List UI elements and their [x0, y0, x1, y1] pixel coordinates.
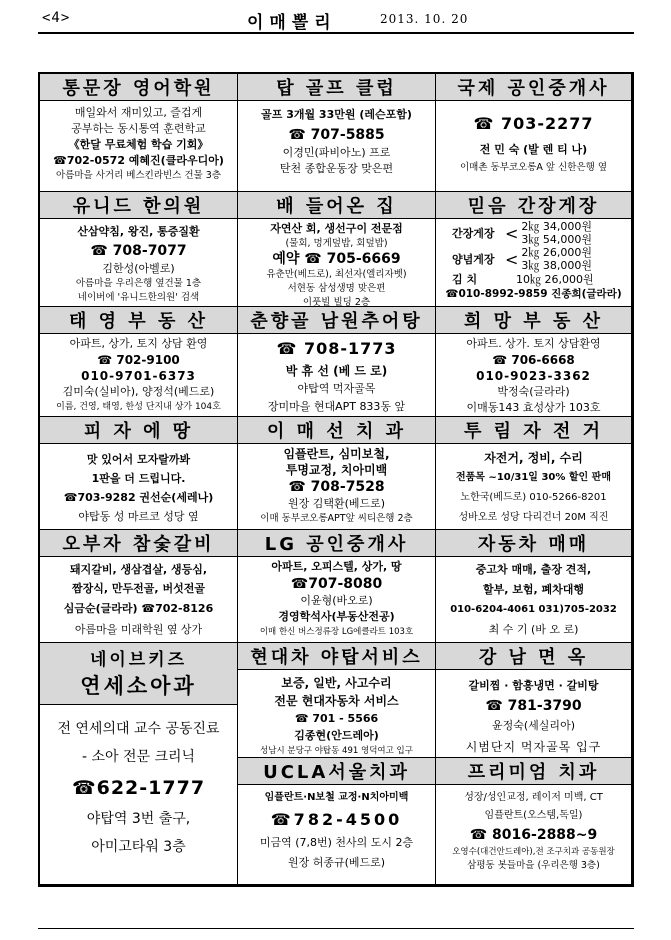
ad-text: 자전거, 정비, 수리	[484, 451, 583, 465]
ad-phone: 예약 ☎ 705-6669	[272, 251, 401, 267]
ad-address: 이름, 건영, 태영, 한성 단지내 상가 104호	[56, 402, 221, 412]
ad-hyundai-service	[238, 643, 436, 758]
ad-text: 자연산 회, 생선구이 전문점	[270, 222, 403, 235]
ad-text: 돼지갈비, 생삼겹살, 생등심,	[69, 563, 208, 576]
bracket-icon: <	[505, 249, 519, 269]
ad-title: 네이브키즈	[89, 649, 188, 670]
ad-address: 네이버에 '유니드한의원' 검색	[77, 292, 200, 303]
ad-text: 공부하는 동시통역 훈련학교	[71, 122, 206, 135]
ad-title: 오부자 참숯갈비	[40, 530, 237, 557]
ad-text: 맛 있어서 모자랄까봐	[86, 453, 191, 466]
price-value: 3㎏ 38,000원	[521, 259, 593, 272]
ad-phone: ☎ 781-3790	[485, 698, 582, 714]
ad-phone: ☎703-9282 권선순(세레나)	[63, 491, 214, 504]
ad-text: 할부, 보험, 폐차대행	[482, 583, 585, 596]
ad-realty-huimang	[436, 307, 632, 417]
ad-title: 프리미엄 치과	[436, 758, 631, 785]
footer-rule	[38, 928, 634, 929]
ad-phone: 010-6204-4061 031)705-2032	[450, 604, 617, 615]
ad-crab-restaurant	[436, 192, 632, 307]
ad-contact: 박 휴 선 (베 드 로)	[285, 364, 388, 378]
ad-phone: ☎ 708-7077	[90, 243, 187, 259]
ad-text: 아파트, 상가, 토지 상담 환영	[69, 337, 208, 350]
ad-contact: 김한성(아벨로)	[102, 262, 175, 275]
ad-text: 전 연세의대 교수 공동진료	[57, 721, 220, 737]
ad-phone: ☎ 701 - 5566	[294, 712, 379, 725]
ad-address: 탄천 종합운동장 맞은편	[279, 162, 394, 175]
ad-text: 임플란트·N보철 교정·N치아미백	[264, 792, 409, 803]
ad-address: 성바오로 성당 다리건너 20M 직진	[458, 512, 609, 523]
ad-phone: 010-9023-3362	[476, 369, 591, 383]
ad-title: 통문장 영어학원	[40, 74, 237, 101]
ad-title: 피 자 에 땅	[40, 417, 237, 444]
ad-address: 이매촌 동부코오롱A 앞 신한은행 옆	[459, 162, 608, 173]
price-item: 김 치	[452, 273, 478, 286]
ad-pediatric-clinic	[40, 643, 238, 885]
ad-used-cars	[436, 530, 632, 643]
bracket-icon: <	[505, 223, 519, 243]
price-value: 3㎏ 54,000원	[521, 233, 593, 246]
ad-address: 야탑동 성 마르코 성당 옆	[78, 510, 199, 523]
ad-title: 연세소아과	[80, 673, 197, 698]
price-row	[438, 220, 629, 246]
ad-text: 아파트, 오피스텔, 상가, 땅	[271, 560, 402, 573]
ad-address: 야탑역 3번 출구,	[86, 811, 191, 827]
ad-text: 매일와서 재미있고, 즐겁게	[74, 106, 203, 119]
ad-address: 아름마을 사거리 베스킨라빈스 건물 3층	[56, 170, 221, 181]
ad-contact: 이경민(파비아노) 프로	[282, 146, 391, 159]
ad-bicycle-shop	[436, 417, 632, 530]
price-value: 10㎏ 26,000원	[516, 273, 594, 286]
ad-title: 춘향골 남원추어탕	[238, 307, 435, 334]
price-row	[438, 272, 629, 287]
ad-text: 산삼약침, 왕진, 통증질환	[77, 225, 200, 238]
ad-address: 아름마을 미래학원 옆 상가	[74, 623, 203, 636]
ad-text: 투명교정, 치아미백	[285, 463, 388, 477]
ad-chueotang-restaurant	[238, 307, 436, 417]
ad-oriental-clinic	[40, 192, 238, 307]
ad-title: 믿음 간장게장	[436, 192, 631, 219]
ad-dental-imaeseon	[238, 417, 436, 530]
ad-dental-premium	[436, 758, 632, 885]
ad-title: 탑 골프 클럽	[238, 74, 435, 101]
ad-title: 투 림 자 전 거	[436, 417, 631, 444]
price-row	[438, 246, 629, 272]
ad-text: 경영학석사(부동산전공)	[278, 610, 395, 623]
ad-contact: 원장 허종규(베드로)	[287, 856, 386, 869]
ad-contact: 원장 김택환(베드로)	[287, 497, 386, 510]
ad-contact: 이윤형(바오로)	[300, 594, 373, 607]
header-rule	[38, 32, 634, 34]
ad-title: UCLA서울치과	[238, 758, 435, 785]
ad-text: 짬장식, 만두전골, 버섯전골	[72, 582, 205, 595]
ad-grid	[38, 72, 634, 887]
page-header	[42, 6, 642, 32]
ad-title: 강 남 면 옥	[436, 643, 631, 670]
ad-text: 전문 현대자동차 서비스	[274, 694, 399, 708]
ad-text: 《한달 무료체험 학습 기회》	[68, 138, 209, 151]
ad-title: 희 망 부 동 산	[436, 307, 631, 334]
ad-phone: ☎ 706-6668	[492, 353, 575, 367]
ad-realty-lg	[238, 530, 436, 643]
ad-title: 현대차 야탑서비스	[238, 643, 435, 670]
ad-title: 태 영 부 동 산	[40, 307, 237, 334]
ad-text: 골프 3개월 33만원 (레슨포함)	[261, 108, 412, 121]
ad-golf-club	[238, 74, 436, 192]
ad-text: 임플란트, 심미보철,	[283, 447, 390, 461]
ad-contact: 최 수 기 (바 오 로)	[488, 623, 579, 636]
ad-text: (물회, 멍게덮밥, 회덮밥)	[285, 238, 388, 249]
price-item: 간장게장	[452, 226, 495, 240]
price-value: 2㎏ 26,000원	[521, 246, 593, 259]
ad-address: 이매 동부코오롱APT앞 씨티은행 2층	[260, 513, 413, 524]
ad-phone: ☎ 703-2277	[473, 114, 594, 133]
ad-phone: ☎010-8992-9859 진종희(글라라)	[445, 288, 622, 300]
ad-dental-ucla	[238, 758, 436, 885]
ad-text: 임플란트(오스템,독일)	[484, 810, 583, 821]
ad-address: 이매 한신 버스정류장 LG에클라트 103호	[259, 627, 414, 637]
ad-text: - 소아 전문 크리닉	[81, 749, 196, 765]
ad-phone: 010-9701-6373	[81, 369, 196, 383]
ad-phone: ☎782-4500	[270, 810, 403, 829]
ad-realty-gukje	[436, 74, 632, 192]
ad-realty-taeyoung	[40, 307, 238, 417]
ad-phone: ☎ 708-1773	[276, 339, 397, 358]
ad-contact: 유춘만(베드로), 최선자(엘리자벳)	[266, 269, 407, 280]
ad-text: 성장/성인교정, 레이저 미백, CT	[464, 792, 603, 803]
ad-address: 미금역 (7,8번) 천사의 도시 2층	[259, 836, 414, 849]
ad-phone: ☎ 702-9100	[97, 353, 180, 367]
ad-contact: 윤정숙(세실리아)	[492, 719, 575, 732]
ad-title: 이 매 선 치 과	[238, 417, 435, 444]
ad-text: 보증, 일반, 사고수리	[281, 676, 392, 690]
ad-text: 중고차 매매, 출장 견적,	[475, 563, 592, 576]
ad-phone: 노한국(베드로) 010-5266-8201	[460, 492, 607, 503]
ad-galbi-restaurant	[40, 530, 238, 643]
ad-phone: ☎ 707-5885	[288, 127, 385, 143]
ad-address: 야탑역 먹자골목	[297, 382, 376, 395]
page-number: <4>	[42, 10, 71, 26]
ad-title-block	[40, 643, 237, 705]
ad-address: 장미마을 현대APT 833동 앞	[267, 400, 406, 413]
ad-contact: 전 민 숙 (발 렌 티 나)	[479, 143, 588, 156]
issue-date: 2013. 10. 20	[380, 12, 469, 26]
ad-naengmyeon-restaurant	[436, 643, 632, 758]
ad-contact: 김종현(안드레아)	[294, 729, 379, 742]
ad-text: 전품목 ~10/31일 30% 할인 판매	[455, 472, 611, 483]
ad-address: 성남시 분당구 야탑동 491 영덕여고 입구	[260, 746, 413, 756]
ad-address: 아름마을 우리은행 옆건물 1층	[75, 278, 202, 289]
ad-address: 이풋빌 빌딩 2층	[302, 297, 371, 307]
ad-phone: ☎ 8016-2888~9	[469, 827, 598, 843]
price-item: 양념게장	[452, 252, 495, 266]
ad-seafood-restaurant	[238, 192, 436, 307]
ad-phone: ☎ 708-7528	[288, 479, 385, 495]
ad-address: 삼평동 봇들마을 (우리은행 3층)	[467, 860, 600, 871]
ad-phone: 심금순(글라라) ☎702-8126	[63, 602, 214, 615]
ad-title: 국제 공인중개사	[436, 74, 631, 101]
ad-title: LG 공인중개사	[238, 530, 435, 557]
ad-title: 유니드 한의원	[40, 192, 237, 219]
ad-title: 자동차 매매	[436, 530, 631, 557]
ad-contact: 박정숙(글라라)	[497, 385, 570, 398]
ad-text: 갈비찜 · 함흥냉면 · 갈비탕	[468, 679, 599, 692]
ad-english-academy	[40, 74, 238, 192]
ad-address: 서현동 삼성생명 맞은편	[287, 283, 386, 294]
ad-contact: 오영수(대건안드레아),전 조구치과 공동원장	[452, 847, 615, 857]
ad-text: 1판을 더 드립니다.	[91, 472, 186, 485]
ad-address: 시범단지 먹자골목 입구	[465, 740, 602, 754]
ad-contact: 김미숙(실비아), 양정석(베드로)	[62, 385, 215, 398]
ad-phone: ☎622-1777	[71, 777, 206, 799]
ad-text: 아파트. 상가. 토지 상담환영	[466, 337, 601, 350]
ad-address: 아미고타워 3층	[91, 839, 186, 855]
newsletter-name: 이매뽈리	[247, 13, 337, 33]
ad-pizza	[40, 417, 238, 530]
ad-phone: ☎702-0572 예혜진(클라우디아)	[53, 154, 224, 167]
ad-title: 배 들어온 집	[238, 192, 435, 219]
ad-phone: ☎707-8080	[290, 576, 383, 592]
price-value: 2㎏ 34,000원	[521, 220, 593, 233]
ad-address: 이매동143 효성상가 103호	[466, 401, 601, 414]
